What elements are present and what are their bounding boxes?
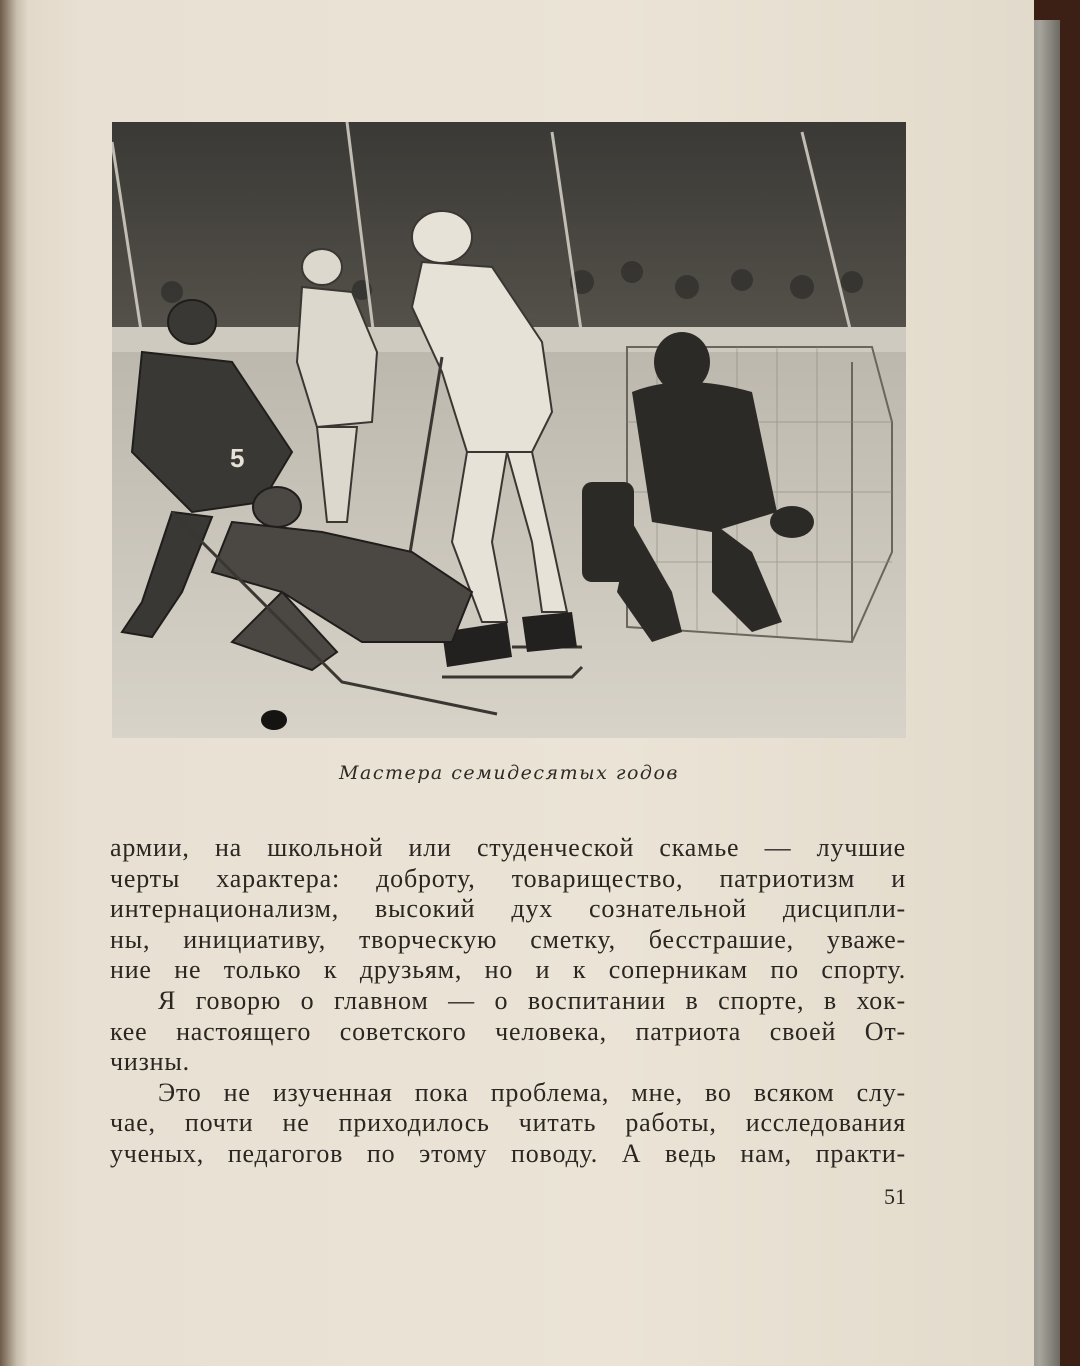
jersey-number-5: 5 (230, 443, 245, 473)
text-line: кее настоящего советского человека, патриота своей От- (110, 1016, 906, 1046)
page-number: 51 (884, 1184, 906, 1209)
text-line: чизны. (110, 1047, 190, 1077)
text-line: чае, почти не приходилось читать работы, исследования (110, 1108, 906, 1138)
text-line: ние не только к друзьям, но и к соперникам по спорту. (110, 955, 906, 985)
text-line: интернационализм, высокий дух сознательной дисципли- (110, 894, 906, 924)
text-line: Я говорю о главном — о воспитании в спорте, в хок- (158, 985, 906, 1015)
text-line: армии, на школьной или студенческой скамье — лучшие (110, 833, 906, 862)
text-line: Это не изученная пока проблема, мне, во всяком слу- (158, 1077, 906, 1107)
text-line: ученых, педагогов по этому поводу. А ведь нам, практи- (110, 1138, 906, 1168)
hockey-photo (112, 122, 906, 738)
photo-caption: Мастера семидесятых годов (339, 762, 679, 784)
page-gutter (0, 0, 28, 1366)
body-text (110, 833, 906, 1170)
text-line: черты характера: доброту, товарищество, патриотизм и (110, 863, 906, 893)
text-line: ны, инициативу, творческую сметку, бесстрашие, уваже- (110, 924, 906, 954)
